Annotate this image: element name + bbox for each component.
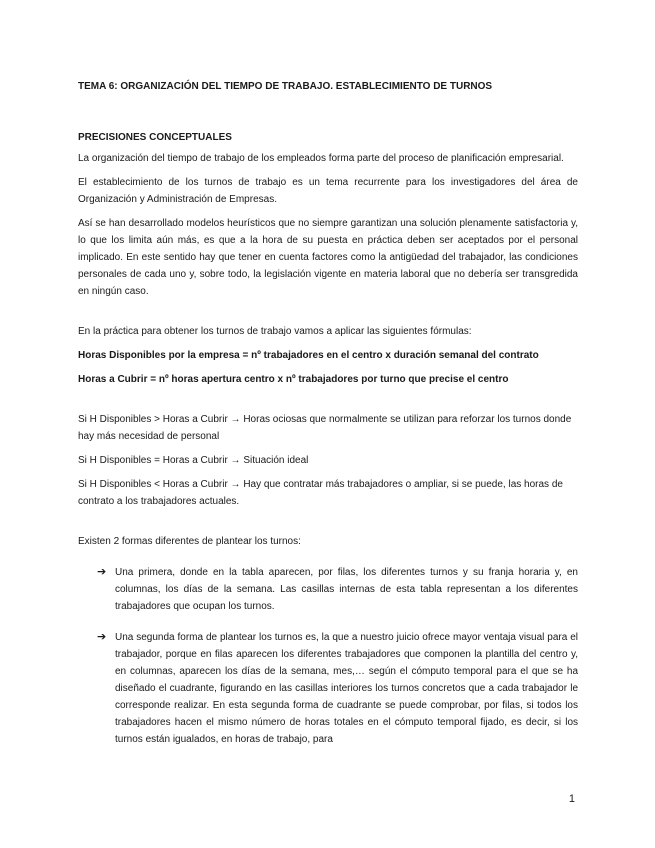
document-title: TEMA 6: ORGANIZACIÓN DEL TIEMPO DE TRABAJO. ESTABLECIMIENTO DE TURNOS [78, 81, 493, 92]
list-item [78, 629, 578, 748]
arrow-bullet-icon: ➔ [97, 566, 107, 578]
list-item-text: Una segunda forma de plantear los turnos es, la que a nuestro juicio ofrece mayor ventaja visual para el trabajador, porque en filas aparecen los diferentes trabajadores que componen la plantilla del centro y, en columnas, aparecen los días de la semana, mes,… según el cómputo temporal para el que se ha diseñado el cuadrante, figurando en las casillas interiores los turnos concretos que a cada trabajador le corresponde realizar. En esta segunda forma de cuadrante se puede comprobar, por filas, si todos los trabajadores hacen el mismo número de horas totales en el cómputo temporal fijado, es decir, si los turnos están igualados, en horas de trabajo, para [115, 632, 578, 745]
condition-surplus: Si H Disponibles > Horas a Cubrir → Horas ociosas que normalmente se utilizan para reforzar los turnos donde hay más necesidad de personal [78, 414, 572, 442]
formulas-intro: En la práctica para obtener los turnos de trabajo vamos a aplicar las siguientes fórmulas: [78, 326, 472, 337]
arrow-bullet-icon: ➔ [97, 631, 107, 643]
list-item [78, 564, 578, 615]
condition-deficit: Si H Disponibles < Horas a Cubrir → Hay que contratar más trabajadores o ampliar, si se puede, las horas de contrato a los trabajadores actuales. [78, 479, 563, 507]
section-heading: PRECISIONES CONCEPTUALES [78, 132, 232, 143]
forms-intro: Existen 2 formas diferentes de plantear los turnos: [78, 536, 301, 547]
paragraph: La organización del tiempo de trabajo de los empleados forma parte del proceso de planificación empresarial. [78, 153, 564, 164]
formula-hours-to-cover: Horas a Cubrir = nº horas apertura centro x nº trabajadores por turno que precise el centro [78, 374, 509, 385]
document-body [78, 78, 578, 762]
forms-list [78, 564, 578, 748]
paragraph: El establecimiento de los turnos de trabajo es un tema recurrente para los investigadores del área de Organización y Administración de Empresas. [78, 177, 578, 205]
paragraph: Así se han desarrollado modelos heurísticos que no siempre garantizan una solución plenamente satisfactoria y, lo que los limita aún más, es que a la hora de su puesta en práctica deben ser aceptados por el personal implicado. En este sentido hay que tener en cuenta factores como la antigüedad del trabajador, las condiciones personales de cada uno y, sobre todo, la legislación vigente en materia laboral que no debería ser transgredida en ningún caso. [78, 218, 578, 297]
formula-hours-available: Horas Disponibles por la empresa = nº trabajadores en el centro x duración semanal del contrato [78, 350, 539, 361]
list-item-text: Una primera, donde en la tabla aparecen, por filas, los diferentes turnos y su franja horaria y, en columnas, los días de la semana. Las casillas internas de esta tabla representan a los diferentes trabajadores que ocupan los turnos. [115, 567, 578, 612]
condition-equal: Si H Disponibles = Horas a Cubrir → Situación ideal [78, 455, 309, 466]
page-number: 1 [568, 793, 575, 805]
